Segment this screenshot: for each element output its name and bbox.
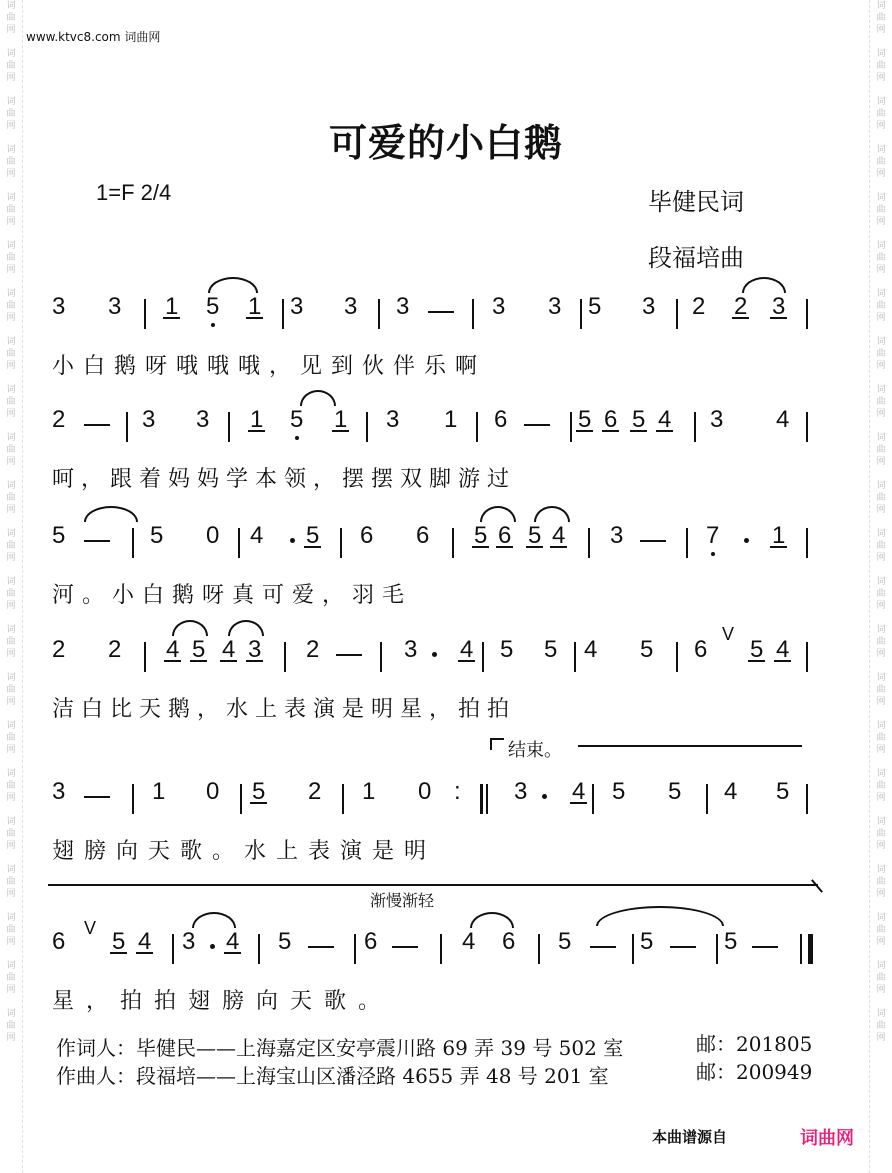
end-bracket-tick bbox=[490, 738, 504, 740]
song-title: 可爱的小白鹅 bbox=[328, 120, 563, 165]
brand-logo: 词曲网 bbox=[800, 1128, 854, 1149]
lyricist-zip: 邮：201805 bbox=[696, 1032, 813, 1056]
lyric-line-5: 翅膀向天歌。水上表演是明 bbox=[52, 839, 437, 864]
source-label: 本曲谱源自 bbox=[652, 1128, 728, 1146]
notation: 2 2 4 5 4 3 2 3 4 5 5 4 5 6 V 5 4 bbox=[0, 636, 892, 686]
notation: 6 V 5 4 3 4 5 6 4 6 5 5 5 bbox=[0, 928, 892, 978]
lyricist-address: 作词人：毕健民——上海嘉定区安亭震川路 69 弄 39 号 502 室 bbox=[56, 1036, 624, 1060]
lyric-line-3: 河。小白鹅呀真可爱，羽毛 bbox=[52, 583, 413, 608]
notation: 5 5 0 4 5 6 6 5 6 5 4 3 7 1 bbox=[0, 522, 892, 572]
lyricist-credit: 毕健民词 bbox=[648, 188, 744, 216]
left-watermark-strip: 词 曲 网 词 曲 网 词 曲 网 词 曲 网 词 曲 网 词 曲 网 词 曲 网 词 曲 网 词 曲 网 词 曲 网 词 曲 网 词 曲 网 词 曲 网 词 曲 网 词 曲 网 词 曲 网 词 曲 网 词 曲 网 词 曲 网 词 曲 网 词 曲 网 词 曲 网 bbox=[0, 0, 23, 1173]
notation: 2 3 3 1 5 1 3 1 6 5 6 5 4 3 4 bbox=[0, 406, 892, 456]
notation: 3 1 0 5 2 1 0 : 3 4 5 5 4 5 bbox=[0, 778, 892, 828]
composer-credit: 段福培曲 bbox=[648, 244, 744, 272]
end-mark: 结束。 bbox=[508, 740, 562, 761]
composer-zip: 邮：200949 bbox=[696, 1060, 813, 1084]
key-signature: 1=F 2/4 bbox=[96, 180, 172, 205]
end-rule bbox=[578, 745, 802, 747]
site-url: www.ktvc8.com 词曲网 bbox=[26, 30, 161, 44]
score-line-4 bbox=[0, 624, 892, 776]
right-watermark-strip: 词 曲 网 词 曲 网 词 曲 网 词 曲 网 词 曲 网 词 曲 网 词 曲 网 词 曲 网 词 曲 网 词 曲 网 词 曲 网 词 曲 网 词 曲 网 词 曲 网 词 曲 网 词 曲 网 词 曲 网 词 曲 网 词 曲 网 词 曲 网 词 曲 网 词 曲 网 bbox=[869, 0, 892, 1173]
composer-address: 作曲人：段福培——上海宝山区潘泾路 4655 弄 48 号 201 室 bbox=[56, 1064, 609, 1088]
decrescendo-rule bbox=[48, 884, 818, 886]
score-line-5 bbox=[0, 778, 892, 918]
notation: 3 3 1 5 1 3 3 3 3 3 5 3 2 2 3 bbox=[0, 293, 892, 343]
lyric-line-1: 小白鹅呀哦哦哦，见到伙伴乐啊 bbox=[52, 354, 487, 379]
lyric-line-4: 洁白比天鹅，水上表演是明星，拍拍 bbox=[52, 697, 517, 722]
lyric-line-2: 呵，跟着妈妈学本领，摆摆双脚游过 bbox=[52, 467, 517, 492]
lyric-line-6: 星，拍拍翅膀向天歌。 bbox=[52, 989, 393, 1014]
tempo-mark: 渐慢渐轻 bbox=[370, 891, 435, 910]
